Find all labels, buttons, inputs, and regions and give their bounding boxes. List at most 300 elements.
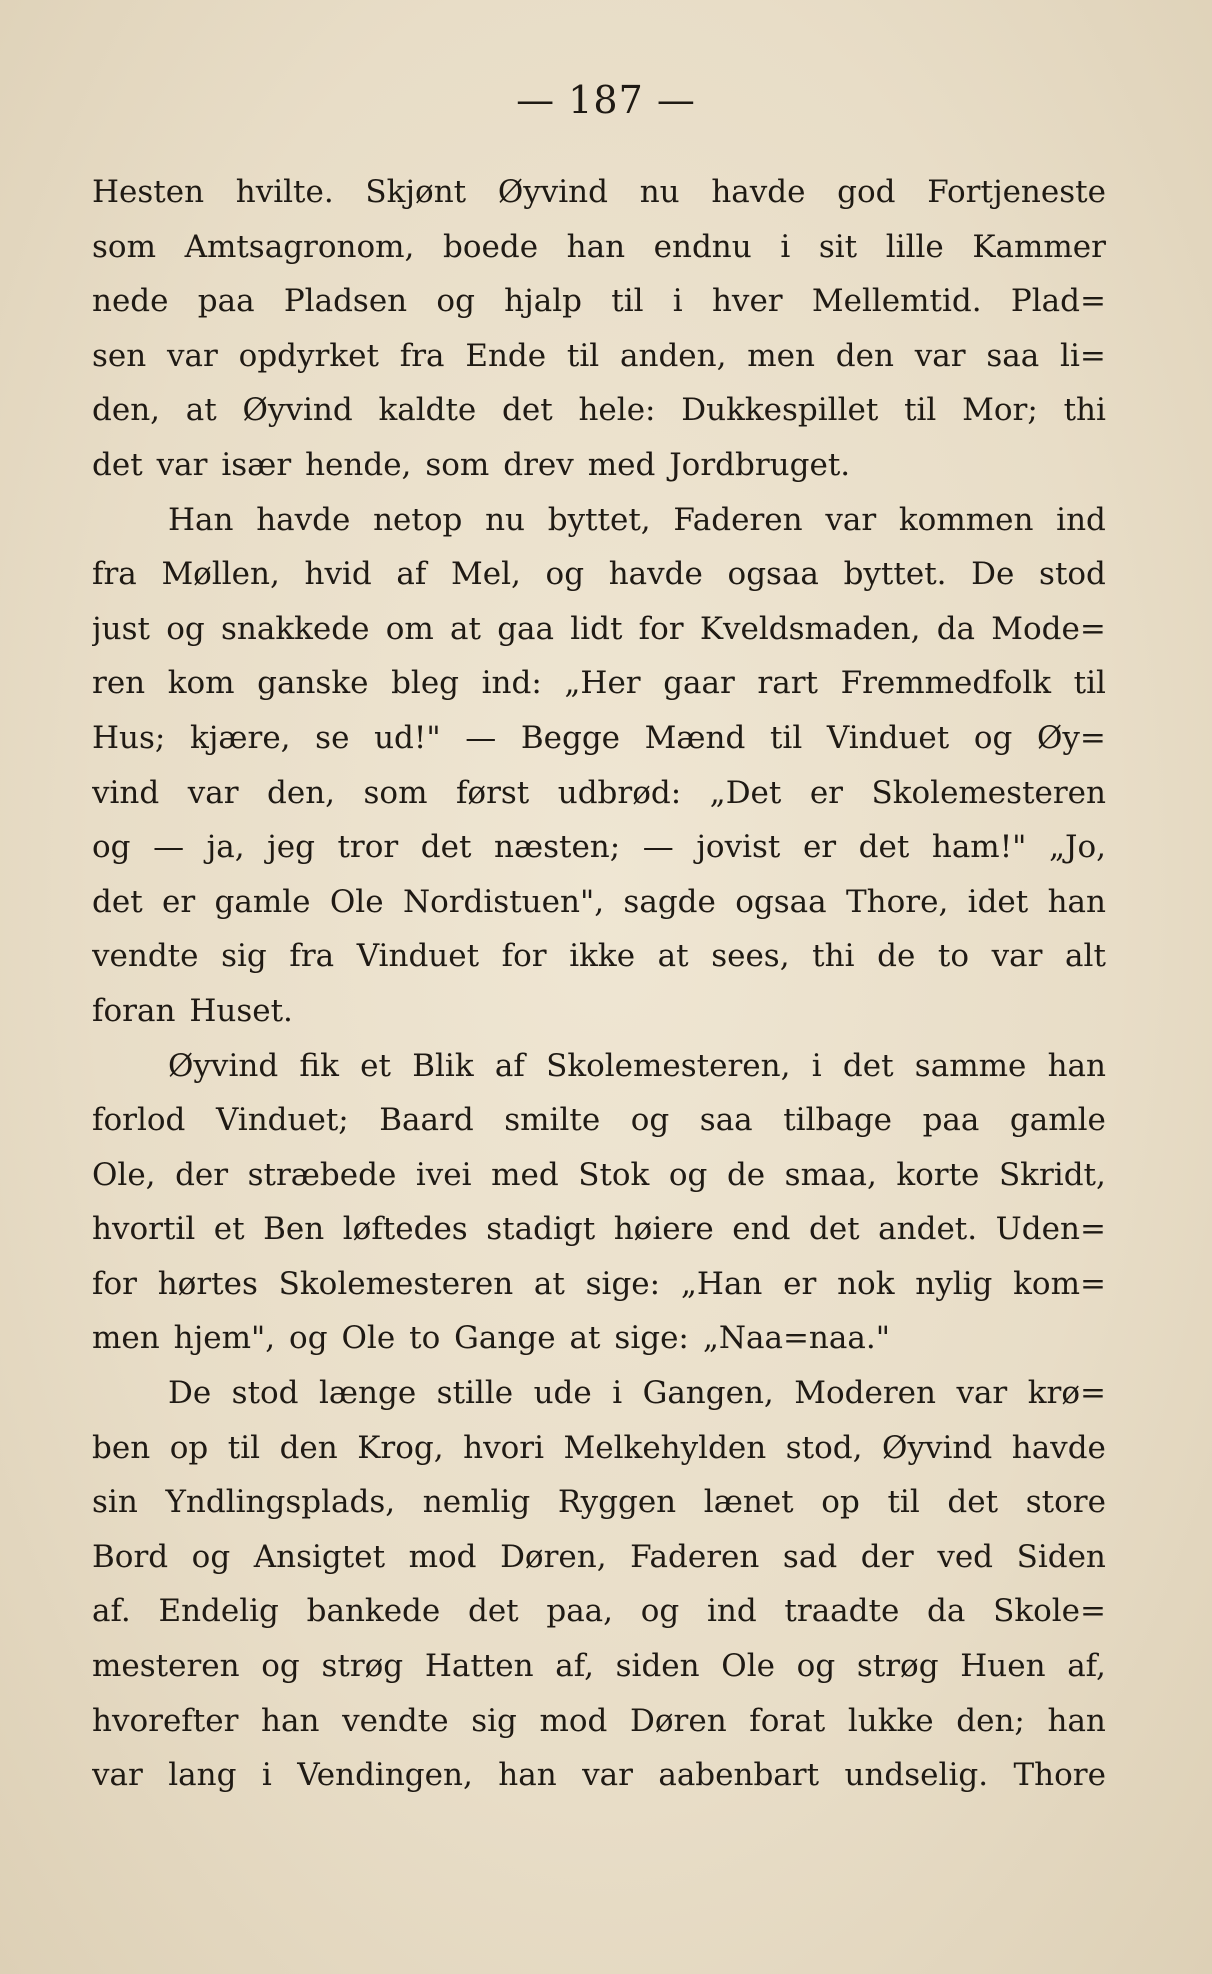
word: Blik	[412, 1047, 474, 1084]
word: at	[657, 938, 689, 975]
word: Dukkespillet	[681, 392, 879, 429]
word: og	[668, 1156, 708, 1193]
word: som	[363, 774, 428, 811]
word: Skolemesteren,	[546, 1047, 791, 1084]
word: som	[425, 446, 490, 483]
word: Døren	[630, 1702, 727, 1739]
word: og	[545, 556, 585, 593]
word: Vinduet	[826, 719, 950, 756]
word: han	[498, 1757, 557, 1794]
word: lang	[168, 1757, 237, 1794]
word: just	[92, 610, 150, 647]
word: sin	[92, 1484, 138, 1521]
word: det	[502, 392, 553, 429]
word: ude	[533, 1375, 592, 1412]
word: Siden	[1016, 1538, 1106, 1575]
word: samme	[914, 1047, 1027, 1084]
word: anden,	[620, 337, 727, 374]
word: Hatten	[424, 1648, 534, 1685]
text-line	[92, 1039, 1106, 1094]
word: gamle	[214, 883, 311, 920]
word: Ole	[721, 1648, 775, 1685]
text-line	[92, 1148, 1106, 1203]
word: Øy=	[1037, 719, 1106, 756]
word: til	[611, 283, 644, 320]
word: til	[904, 392, 937, 429]
word: Thore	[1013, 1757, 1106, 1794]
word: at	[450, 610, 481, 647]
word: forat	[749, 1702, 826, 1739]
word: i	[261, 1757, 272, 1794]
word: paa	[197, 283, 255, 320]
word: Bord	[92, 1538, 169, 1575]
word: Yndlingsplads,	[165, 1484, 396, 1521]
text-line	[92, 656, 1106, 711]
word: smaa,	[784, 1156, 877, 1193]
word: det	[420, 829, 472, 866]
word: ivei	[415, 1156, 472, 1193]
word: med	[587, 446, 656, 483]
word: opdyrket	[238, 337, 379, 374]
word: og	[640, 1593, 680, 1630]
word: først	[455, 774, 530, 811]
word: op	[821, 1484, 860, 1521]
word: nylig	[915, 1265, 993, 1302]
word: ind	[706, 1593, 757, 1630]
word: ja,	[206, 829, 245, 866]
word: hende,	[305, 446, 412, 483]
text-line	[92, 493, 1106, 548]
word: det	[947, 1484, 999, 1521]
word: byttet.	[843, 556, 947, 593]
word: alt	[1065, 938, 1106, 975]
word: sige:	[614, 1320, 689, 1357]
text-line	[92, 1257, 1106, 1312]
word: ved	[937, 1538, 994, 1575]
word: for	[92, 1265, 137, 1302]
word: —	[153, 829, 185, 866]
word: til	[566, 337, 600, 374]
word: tror	[337, 829, 399, 866]
word: paa,	[546, 1593, 614, 1630]
word: gamle	[1009, 1102, 1106, 1139]
word: bleg	[391, 665, 460, 702]
word: se	[315, 719, 350, 756]
word: er	[802, 829, 837, 866]
word: og	[261, 1648, 300, 1685]
word: strøg	[321, 1648, 404, 1685]
word: var	[956, 1375, 1008, 1412]
word: og	[92, 829, 131, 866]
word: var	[914, 337, 966, 374]
word: havde	[608, 556, 703, 593]
word: fra	[289, 938, 335, 975]
text-line	[92, 1694, 1106, 1749]
word: havde	[256, 501, 351, 538]
word: Vinduet	[356, 938, 480, 975]
word: af,	[1067, 1648, 1106, 1685]
word: Vendingen,	[297, 1757, 473, 1794]
word: byttet,	[547, 501, 651, 538]
text-line	[92, 1093, 1106, 1148]
word: Øyvind	[882, 1429, 993, 1466]
word: er	[162, 883, 196, 920]
word: et	[360, 1047, 391, 1084]
word: sig	[471, 1702, 517, 1739]
word: li=	[1060, 337, 1106, 374]
text-line	[92, 547, 1106, 602]
text-line	[92, 220, 1106, 275]
word: længe	[318, 1375, 417, 1412]
word: til	[887, 1484, 920, 1521]
word: Vinduet;	[215, 1102, 349, 1139]
word: stod	[1039, 556, 1106, 593]
text-line	[92, 929, 1106, 984]
word: snakkede	[220, 610, 370, 647]
word: hjem",	[173, 1320, 276, 1357]
word: han	[566, 228, 626, 265]
word: Baard	[379, 1102, 474, 1139]
word: mesteren	[92, 1648, 240, 1685]
word: Ryggen	[557, 1484, 677, 1521]
word: sit	[818, 228, 858, 265]
word: Plad=	[1010, 283, 1106, 320]
word: Begge	[520, 719, 621, 756]
word: om	[385, 610, 434, 647]
word: nede	[92, 283, 169, 320]
word: stræbede	[247, 1156, 397, 1193]
word: Mænd	[644, 719, 746, 756]
word: var	[582, 1757, 633, 1794]
word: nu	[485, 501, 526, 538]
word: Huset.	[189, 992, 293, 1029]
text-line	[92, 1584, 1106, 1639]
word: i	[612, 1375, 623, 1412]
word: der	[175, 1156, 229, 1193]
word: især	[221, 446, 292, 483]
word: af,	[555, 1648, 594, 1685]
text-line	[92, 820, 1106, 875]
word: saa	[986, 337, 1040, 374]
word: hvorefter	[92, 1702, 239, 1739]
word: hvilte.	[235, 174, 334, 210]
word: den,	[267, 774, 336, 811]
word: det	[842, 1047, 894, 1084]
word: rart	[757, 665, 818, 702]
word: Han	[168, 501, 234, 538]
word: krø=	[1027, 1375, 1106, 1412]
word: den	[835, 337, 894, 374]
word: Faderen	[673, 501, 803, 538]
word: og	[436, 283, 475, 320]
word: Fortjeneste	[927, 174, 1106, 210]
text-line	[92, 766, 1106, 821]
word: Pladsen	[283, 283, 408, 320]
word: stod,	[785, 1429, 863, 1466]
word: Skolemesteren	[278, 1265, 514, 1302]
word: og	[289, 1320, 328, 1357]
word: ind:	[481, 665, 542, 702]
word: fra	[399, 337, 445, 374]
word: god	[837, 174, 896, 210]
word: Døren,	[500, 1538, 607, 1575]
word: paa	[922, 1102, 980, 1139]
word: havde	[1011, 1429, 1106, 1466]
word: et	[213, 1211, 245, 1248]
word: hvortil	[92, 1211, 196, 1248]
word: af	[494, 1047, 525, 1084]
word: jovist	[696, 829, 781, 866]
word: ud!"	[374, 719, 441, 756]
word: Ole,	[92, 1156, 156, 1193]
text-line	[92, 329, 1106, 384]
word: Skridt,	[998, 1156, 1106, 1193]
word: var	[991, 938, 1043, 975]
word: —	[642, 829, 674, 866]
word: og	[191, 1538, 231, 1575]
word: Gangen,	[642, 1375, 774, 1412]
text-line	[92, 1202, 1106, 1257]
word: er	[809, 774, 843, 811]
text-line	[92, 984, 1106, 1039]
word: kom=	[1013, 1265, 1106, 1302]
text-line	[92, 1421, 1106, 1476]
word: hjalp	[504, 283, 582, 320]
word: han	[1047, 1702, 1106, 1739]
word: til	[227, 1429, 261, 1466]
word: sige:	[585, 1265, 661, 1302]
word: Ben	[263, 1211, 325, 1248]
word: at	[533, 1265, 565, 1302]
text-line	[92, 383, 1106, 438]
word: Jordbruget.	[669, 446, 851, 483]
word: det	[92, 883, 143, 920]
word: Mel,	[451, 556, 521, 593]
text-line	[92, 1639, 1106, 1694]
word: Moderen	[794, 1375, 936, 1412]
word: men	[747, 337, 815, 374]
word: vind	[92, 774, 160, 811]
word: Møllen,	[161, 556, 280, 593]
word: sagde	[623, 883, 716, 920]
word: hele:	[578, 392, 656, 429]
word: ham!"	[931, 829, 1027, 866]
word: han	[1047, 1047, 1106, 1084]
word: saa	[699, 1102, 753, 1139]
page-number: — 187 —	[516, 78, 696, 122]
word: den,	[92, 392, 161, 429]
word: drev	[503, 446, 574, 483]
text-line	[92, 711, 1106, 766]
word: i	[811, 1047, 822, 1084]
word: Amtsagronom,	[184, 228, 415, 265]
word: Skjønt	[365, 174, 467, 210]
word: Ansigtet	[253, 1538, 386, 1575]
word: var	[825, 501, 877, 538]
word: smilte	[504, 1102, 601, 1139]
word: traadte	[784, 1593, 900, 1630]
word: det	[467, 1593, 519, 1630]
word: Hus;	[92, 719, 166, 756]
word: De	[168, 1375, 212, 1412]
word: var	[92, 1757, 143, 1794]
word: ganske	[257, 665, 369, 702]
word: lille	[885, 228, 944, 265]
word: ben	[92, 1429, 151, 1466]
word: Stok	[578, 1156, 650, 1193]
word: op	[169, 1429, 209, 1466]
word: to	[937, 938, 970, 975]
word: undselig.	[844, 1757, 989, 1794]
word: for	[501, 938, 547, 975]
word: stille	[436, 1375, 514, 1412]
word: foran	[92, 992, 176, 1029]
word: i	[672, 283, 683, 320]
word: „Han	[680, 1265, 763, 1302]
word: „Her	[564, 665, 641, 702]
word: høiere	[613, 1211, 714, 1248]
text-line	[92, 438, 1106, 493]
word: mod	[408, 1538, 477, 1575]
text-line	[92, 1748, 1106, 1803]
word: stod	[231, 1375, 299, 1412]
word: Krog,	[357, 1429, 444, 1466]
word: sad	[782, 1538, 838, 1575]
word: Skole=	[993, 1593, 1106, 1630]
word: Øyvind	[168, 1047, 279, 1084]
word: og	[973, 719, 1013, 756]
word: det	[808, 1211, 860, 1248]
text-line	[92, 165, 1106, 220]
word: thi	[1063, 392, 1106, 429]
word: idet	[967, 883, 1029, 920]
word: Ende	[465, 337, 547, 374]
text-line	[92, 274, 1106, 329]
word: det	[858, 829, 910, 866]
word: Hesten	[92, 174, 205, 210]
word: Mode=	[991, 610, 1106, 647]
word: Gange	[454, 1320, 556, 1357]
word: boede	[443, 228, 539, 265]
word: af	[396, 556, 427, 593]
word: Nordistuen",	[402, 883, 605, 920]
word: „Naa=naa."	[702, 1320, 890, 1357]
word: som	[92, 228, 156, 265]
word: men	[92, 1320, 160, 1357]
text-line	[92, 602, 1106, 657]
word: netop	[373, 501, 463, 538]
word: thi	[812, 938, 855, 975]
word: da	[936, 610, 976, 647]
word: bankede	[306, 1593, 441, 1630]
word: udbrød:	[557, 774, 682, 811]
word: gaar	[663, 665, 735, 702]
word: ogsaa	[727, 556, 819, 593]
word: kjære,	[189, 719, 291, 756]
body-text	[92, 165, 1106, 1803]
word: ren	[92, 665, 146, 702]
word: forlod	[92, 1102, 186, 1139]
word: tilbage	[783, 1102, 893, 1139]
word: Øyvind	[242, 392, 353, 429]
word: to	[409, 1320, 441, 1357]
word: er	[783, 1265, 817, 1302]
word: hvid	[304, 556, 372, 593]
word: var	[156, 446, 208, 483]
word: Huen	[960, 1648, 1046, 1685]
word: at	[569, 1320, 601, 1357]
word: i	[780, 228, 791, 265]
word: vendte	[92, 938, 199, 975]
word: Kammer	[972, 228, 1106, 265]
word: det	[92, 446, 143, 483]
word: nu	[639, 174, 680, 210]
word: Mellemtid.	[811, 283, 982, 320]
word: kommen	[898, 501, 1034, 538]
word: af.	[92, 1593, 131, 1630]
word: aabenbart	[658, 1757, 820, 1794]
word: nemlig	[422, 1484, 531, 1521]
word: fik	[299, 1047, 339, 1084]
word: Kveldsmaden,	[699, 610, 921, 647]
word: løftedes	[342, 1211, 468, 1248]
text-line	[92, 1311, 1106, 1366]
word: Mor;	[962, 392, 1038, 429]
word: sig	[221, 938, 267, 975]
word: store	[1025, 1484, 1106, 1521]
word: for	[638, 610, 684, 647]
word: havde	[711, 174, 806, 210]
word: den;	[956, 1702, 1025, 1739]
word: ogsaa	[735, 883, 827, 920]
word: vendte	[342, 1702, 449, 1739]
word: De	[971, 556, 1015, 593]
word: —	[465, 719, 497, 756]
text-line	[92, 1475, 1106, 1530]
word: hver	[711, 283, 783, 320]
word: og	[630, 1102, 670, 1139]
word: var	[167, 337, 218, 374]
word: end	[732, 1211, 791, 1248]
word: hørtes	[157, 1265, 258, 1302]
word: at	[185, 392, 217, 429]
text-line	[92, 1366, 1106, 1421]
word: ikke	[569, 938, 636, 975]
word: strøg	[856, 1648, 939, 1685]
word: Øyvind	[497, 174, 608, 210]
word: og	[796, 1648, 836, 1685]
word: kom	[167, 665, 235, 702]
text-line	[92, 875, 1106, 930]
word: sees,	[711, 938, 790, 975]
word: Faderen	[630, 1538, 760, 1575]
word: stadigt	[486, 1211, 596, 1248]
word: korte	[896, 1156, 980, 1193]
word: og	[166, 610, 205, 647]
word: han	[261, 1702, 320, 1739]
word: var	[187, 774, 239, 811]
word: Melkehylden	[563, 1429, 767, 1466]
word: endnu	[653, 228, 752, 265]
word: jeg	[267, 829, 315, 866]
word: der	[860, 1538, 914, 1575]
word: kaldte	[378, 392, 477, 429]
text-line	[92, 1530, 1106, 1585]
word: fra	[92, 556, 137, 593]
word: lukke	[847, 1702, 934, 1739]
word: andet.	[878, 1211, 978, 1248]
word: de	[726, 1156, 766, 1193]
